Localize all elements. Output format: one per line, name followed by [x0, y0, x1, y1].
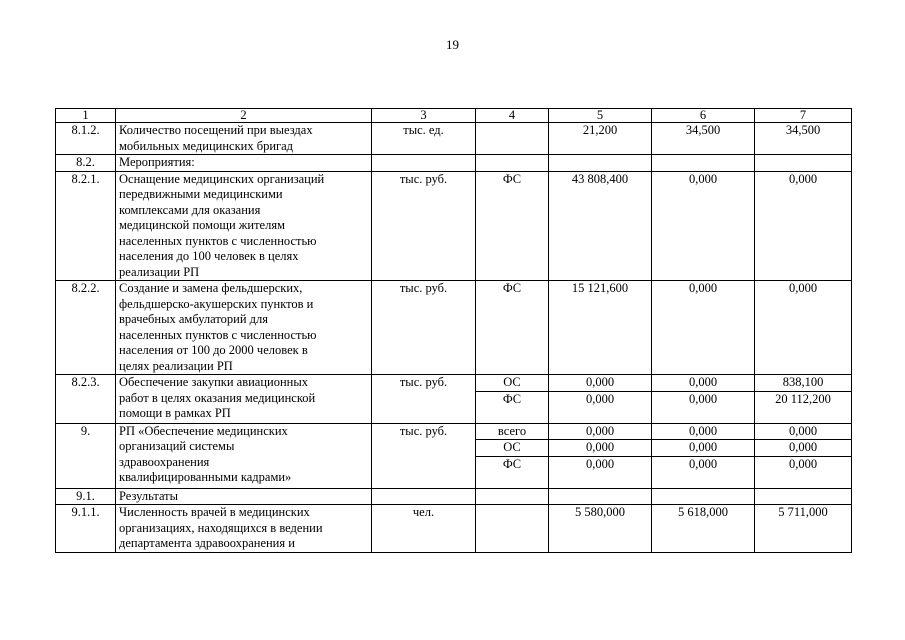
row-unit	[372, 488, 476, 505]
table-row	[56, 488, 852, 505]
row-value-7: 34,500	[755, 123, 852, 155]
row-name: Результаты	[116, 488, 372, 505]
row-value-7: 0,000	[755, 171, 852, 281]
table-row	[56, 505, 852, 553]
row-source	[476, 155, 549, 172]
row-name: Обеспечение закупки авиационных работ в целях оказания медицинской помощи в рамках РП	[116, 375, 372, 424]
header-cell: 2	[116, 109, 372, 123]
row-unit: тыс. руб.	[372, 171, 476, 281]
row-unit	[372, 155, 476, 172]
row-value-7: 0,000	[755, 440, 852, 457]
row-value-6: 0,000	[652, 440, 755, 457]
table-row	[56, 281, 852, 375]
indicators-table	[55, 108, 852, 553]
row-source: ОС	[476, 375, 549, 392]
row-source: ФС	[476, 281, 549, 375]
row-value-6: 0,000	[652, 281, 755, 375]
row-value-5: 21,200	[549, 123, 652, 155]
header-cell: 1	[56, 109, 116, 123]
row-source: всего	[476, 423, 549, 440]
row-unit: тыс. ед.	[372, 123, 476, 155]
row-value-6: 0,000	[652, 375, 755, 392]
row-value-6: 0,000	[652, 456, 755, 488]
row-unit: чел.	[372, 505, 476, 553]
row-source: ФС	[476, 171, 549, 281]
table-row	[56, 123, 852, 155]
row-value-5: 0,000	[549, 423, 652, 440]
row-value-7	[755, 488, 852, 505]
row-value-7: 838,100	[755, 375, 852, 392]
row-value-7: 0,000	[755, 456, 852, 488]
header-cell: 4	[476, 109, 549, 123]
row-source: ОС	[476, 440, 549, 457]
row-value-5	[549, 488, 652, 505]
row-name: Численность врачей в медицинских организациях, находящихся в ведении департамента здравоохранения и	[116, 505, 372, 553]
row-value-7	[755, 155, 852, 172]
row-code: 8.2.	[56, 155, 116, 172]
header-cell: 7	[755, 109, 852, 123]
row-value-5: 5 580,000	[549, 505, 652, 553]
row-value-5: 0,000	[549, 375, 652, 392]
table-row	[56, 155, 852, 172]
row-unit: тыс. руб.	[372, 375, 476, 424]
row-source	[476, 488, 549, 505]
row-code: 8.1.2.	[56, 123, 116, 155]
row-code: 8.2.3.	[56, 375, 116, 424]
row-name: Мероприятия:	[116, 155, 372, 172]
row-code: 9.1.	[56, 488, 116, 505]
row-code: 9.1.1.	[56, 505, 116, 553]
row-value-5: 0,000	[549, 456, 652, 488]
table-header-row	[56, 109, 852, 123]
row-unit: тыс. руб.	[372, 423, 476, 488]
row-value-5: 0,000	[549, 391, 652, 423]
row-source	[476, 505, 549, 553]
header-cell: 3	[372, 109, 476, 123]
row-value-7: 0,000	[755, 423, 852, 440]
row-value-6: 34,500	[652, 123, 755, 155]
row-value-6: 0,000	[652, 423, 755, 440]
row-name: РП «Обеспечение медицинских организаций системы здравоохранения квалифицированными кадрами»	[116, 423, 372, 488]
row-source	[476, 123, 549, 155]
row-value-5	[549, 155, 652, 172]
row-value-5: 0,000	[549, 440, 652, 457]
row-value-6	[652, 155, 755, 172]
row-code: 8.2.1.	[56, 171, 116, 281]
header-cell: 6	[652, 109, 755, 123]
row-name: Создание и замена фельдшерских, фельдшерско-акушерских пунктов и врачебных амбулаторий для населенных пунктов с численностью населения от 100 до 2000 человек в целях реализации РП	[116, 281, 372, 375]
row-code: 8.2.2.	[56, 281, 116, 375]
row-value-6: 5 618,000	[652, 505, 755, 553]
row-source: ФС	[476, 456, 549, 488]
table-row	[56, 375, 852, 392]
row-value-6: 0,000	[652, 171, 755, 281]
page-number: 19	[446, 37, 459, 52]
row-source: ФС	[476, 391, 549, 423]
row-value-6	[652, 488, 755, 505]
row-value-7: 0,000	[755, 281, 852, 375]
row-name: Оснащение медицинских организаций передвижными медицинскими комплексами для оказания медицинской помощи жителям населенных пунктов с численностью населения до 100 человек в целях реализации РП	[116, 171, 372, 281]
header-cell: 5	[549, 109, 652, 123]
row-value-5: 43 808,400	[549, 171, 652, 281]
row-unit: тыс. руб.	[372, 281, 476, 375]
table-row	[56, 423, 852, 440]
row-value-6: 0,000	[652, 391, 755, 423]
row-value-5: 15 121,600	[549, 281, 652, 375]
row-value-7: 5 711,000	[755, 505, 852, 553]
row-code: 9.	[56, 423, 116, 488]
row-name: Количество посещений при выездах мобильных медицинских бригад	[116, 123, 372, 155]
row-value-7: 20 112,200	[755, 391, 852, 423]
table-row	[56, 171, 852, 281]
